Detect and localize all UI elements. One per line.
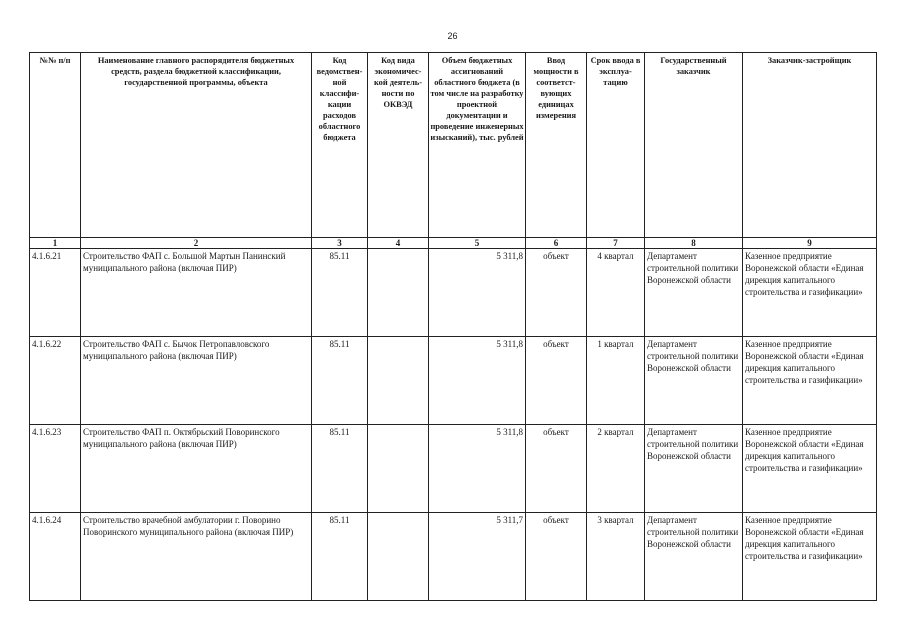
customer-builder: Казенное предприятие Воронежской области «Единая дирекция капитального строительства и газификации» (743, 337, 877, 425)
row-number: 4.1.6.24 (30, 513, 81, 601)
table-row (30, 425, 877, 513)
state-customer: Департамент строительной политики Воронежской области (645, 249, 743, 337)
capacity-unit: объект (526, 249, 587, 337)
table-header-row (30, 53, 877, 238)
header-cell-customer: Государственный заказчик (645, 53, 743, 238)
header-cell-builder: Заказчик-застройщик (743, 53, 877, 238)
object-name: Строительство врачебной амбулатории г. Поворино Поворинского муниципального района (включая ПИР) (81, 513, 312, 601)
budget-amount: 5 311,8 (429, 249, 526, 337)
okved-code (368, 337, 429, 425)
column-number: 9 (743, 238, 877, 249)
state-customer: Департамент строительной политики Воронежской области (645, 425, 743, 513)
customer-builder: Казенное предприятие Воронежской области «Единая дирекция капитального строительства и газификации» (743, 425, 877, 513)
okved-code (368, 249, 429, 337)
budget-table (29, 52, 877, 601)
column-number: 5 (429, 238, 526, 249)
commission-term: 2 квартал (587, 425, 645, 513)
okved-code (368, 425, 429, 513)
budget-code: 85.11 (312, 337, 368, 425)
budget-amount: 5 311,8 (429, 425, 526, 513)
capacity-unit: объект (526, 513, 587, 601)
header-cell-code: Код ведомствен-ной классифи-кации расходов областного бюджета (312, 53, 368, 238)
commission-term: 4 квартал (587, 249, 645, 337)
column-number: 8 (645, 238, 743, 249)
row-number: 4.1.6.21 (30, 249, 81, 337)
column-number: 3 (312, 238, 368, 249)
page-number: 26 (447, 31, 458, 41)
row-number: 4.1.6.23 (30, 425, 81, 513)
commission-term: 1 квартал (587, 337, 645, 425)
table-row (30, 513, 877, 601)
object-name: Строительство ФАП с. Большой Мартын Панинский муниципального района (включая ПИР) (81, 249, 312, 337)
column-number: 4 (368, 238, 429, 249)
budget-amount: 5 311,8 (429, 337, 526, 425)
header-cell-capacity: Ввод мощности в соответст-вующих единицах измерения (526, 53, 587, 238)
row-number: 4.1.6.22 (30, 337, 81, 425)
table-row (30, 249, 877, 337)
capacity-unit: объект (526, 337, 587, 425)
customer-builder: Казенное предприятие Воронежской области «Единая дирекция капитального строительства и газификации» (743, 249, 877, 337)
header-cell-num: №№ п/п (30, 53, 81, 238)
column-number: 7 (587, 238, 645, 249)
header-cell-term: Срок ввода в эксплуа-тацию (587, 53, 645, 238)
column-number: 6 (526, 238, 587, 249)
header-cell-amount: Объем бюджетных ассигнований областного бюджета (в том числе на разработку проектной документации и проведение инженерных изысканий), тыс. рублей (429, 53, 526, 238)
table-row (30, 337, 877, 425)
budget-code: 85.11 (312, 513, 368, 601)
customer-builder: Казенное предприятие Воронежской области «Единая дирекция капитального строительства и газификации» (743, 513, 877, 601)
commission-term: 3 квартал (587, 513, 645, 601)
budget-code: 85.11 (312, 249, 368, 337)
budget-amount: 5 311,7 (429, 513, 526, 601)
header-cell-okved: Код вида экономичес-кой деятель-ности по ОКВЭД (368, 53, 429, 238)
capacity-unit: объект (526, 425, 587, 513)
object-name: Строительство ФАП п. Октябрьский Поворинского муниципального района (включая ПИР) (81, 425, 312, 513)
budget-code: 85.11 (312, 425, 368, 513)
okved-code (368, 513, 429, 601)
header-cell-name: Наименование главного распорядителя бюджетных средств, раздела бюджетной классификации, государственной программы, объекта (81, 53, 312, 238)
column-number: 2 (81, 238, 312, 249)
column-number-row (30, 238, 877, 249)
column-number: 1 (30, 238, 81, 249)
object-name: Строительство ФАП с. Бычок Петропавловского муниципального района (включая ПИР) (81, 337, 312, 425)
state-customer: Департамент строительной политики Воронежской области (645, 337, 743, 425)
state-customer: Департамент строительной политики Воронежской области (645, 513, 743, 601)
